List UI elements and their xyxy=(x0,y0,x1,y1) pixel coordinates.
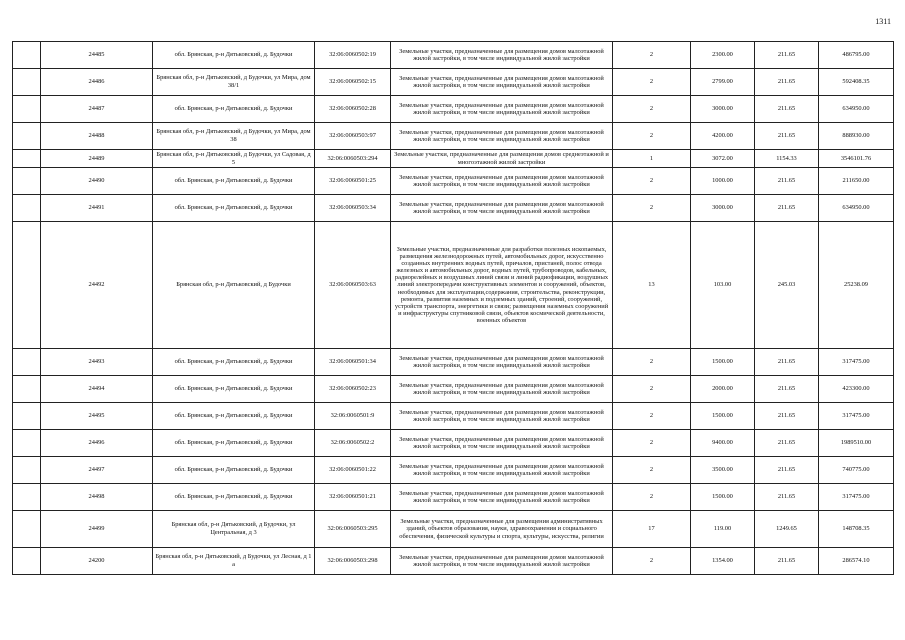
group-number-cell: 1 xyxy=(613,150,691,168)
group-number-cell: 2 xyxy=(613,376,691,403)
row-id-cell: 24492 xyxy=(41,222,153,349)
table-row xyxy=(13,349,894,376)
area-cell: 1000.00 xyxy=(691,168,755,195)
group-number-cell: 2 xyxy=(613,123,691,150)
group-number-cell: 2 xyxy=(613,195,691,222)
blank-cell xyxy=(13,195,41,222)
row-id-cell: 24493 xyxy=(41,349,153,376)
cadastral-number-cell: 32:06:0060503:295 xyxy=(315,511,391,548)
cadastral-value-cell: 3546101.76 xyxy=(819,150,894,168)
table-row xyxy=(13,150,894,168)
table-row xyxy=(13,42,894,69)
row-id-cell: 24489 xyxy=(41,150,153,168)
row-id-cell: 24486 xyxy=(41,69,153,96)
row-id-cell: 24487 xyxy=(41,96,153,123)
cadastral-number-cell: 32:06:0060503:63 xyxy=(315,222,391,349)
group-number-cell: 2 xyxy=(613,349,691,376)
row-id-cell: 24495 xyxy=(41,403,153,430)
cadastral-number-cell: 32:06:0060501:21 xyxy=(315,484,391,511)
address-cell: обл. Брянская, р-н Дятьковский, д. Будочки xyxy=(153,349,315,376)
row-id-cell: 24485 xyxy=(41,42,153,69)
blank-cell xyxy=(13,484,41,511)
cadastral-value-cell: 592408.35 xyxy=(819,69,894,96)
address-cell: Брянская обл, р-н Дятьковский, д Будочки, ул Мира, дом 38/1 xyxy=(153,69,315,96)
blank-cell xyxy=(13,150,41,168)
cadastral-number-cell: 32:06:0060503:97 xyxy=(315,123,391,150)
area-cell: 9400.00 xyxy=(691,430,755,457)
cadastral-number-cell: 32:06:0060503:294 xyxy=(315,150,391,168)
address-cell: обл. Брянская, р-н Дятьковский, д. Будочки xyxy=(153,457,315,484)
row-id-cell: 24491 xyxy=(41,195,153,222)
land-use-cell: Земельные участки, предназначенные для размещения домов среднеэтажной и многоэтажной жилой застройки xyxy=(391,150,613,168)
cadastral-value-cell: 1989510.00 xyxy=(819,430,894,457)
area-cell: 1500.00 xyxy=(691,349,755,376)
specific-value-cell: 211.65 xyxy=(755,195,819,222)
row-id-cell: 24200 xyxy=(41,548,153,575)
cadastral-number-cell: 32:06:0060503:298 xyxy=(315,548,391,575)
cadastral-value-cell: 211650.00 xyxy=(819,168,894,195)
address-cell: обл. Брянская, р-н Дятьковский, д. Будочки xyxy=(153,430,315,457)
area-cell: 1500.00 xyxy=(691,403,755,430)
page-number: 1311 xyxy=(875,17,891,26)
cadastral-number-cell: 32:06:0060501:34 xyxy=(315,349,391,376)
area-cell: 2300.00 xyxy=(691,42,755,69)
specific-value-cell: 211.65 xyxy=(755,96,819,123)
group-number-cell: 17 xyxy=(613,511,691,548)
blank-cell xyxy=(13,511,41,548)
table-row xyxy=(13,195,894,222)
address-cell: обл. Брянская, р-н Дятьковский, д. Будочки xyxy=(153,96,315,123)
row-id-cell: 24494 xyxy=(41,376,153,403)
specific-value-cell: 211.65 xyxy=(755,349,819,376)
specific-value-cell: 211.65 xyxy=(755,430,819,457)
area-cell: 3000.00 xyxy=(691,195,755,222)
address-cell: обл. Брянская, р-н Дятьковский, д. Будочки xyxy=(153,484,315,511)
cadastral-value-cell: 634950.00 xyxy=(819,96,894,123)
cadastral-value-cell: 286574.10 xyxy=(819,548,894,575)
specific-value-cell: 211.65 xyxy=(755,69,819,96)
cadastral-number-cell: 32:06:0060502:23 xyxy=(315,376,391,403)
table-row xyxy=(13,430,894,457)
group-number-cell: 2 xyxy=(613,457,691,484)
table-row xyxy=(13,548,894,575)
address-cell: обл. Брянская, р-н Дятьковский, д. Будочки xyxy=(153,195,315,222)
row-id-cell: 24496 xyxy=(41,430,153,457)
land-use-cell: Земельные участки, предназначенные для размещения домов малоэтажной жилой застройки, в том числе индивидуальной жилой застройки xyxy=(391,195,613,222)
land-use-cell: Земельные участки, предназначенные для размещения домов малоэтажной жилой застройки, в том числе индивидуальной жилой застройки xyxy=(391,42,613,69)
row-id-cell: 24488 xyxy=(41,123,153,150)
cadastral-value-cell: 486795.00 xyxy=(819,42,894,69)
blank-cell xyxy=(13,457,41,484)
specific-value-cell: 211.65 xyxy=(755,403,819,430)
land-use-cell: Земельные участки, предназначенные для разработки полезных ископаемых, размещения железнодорожных путей, автомобильных дорог, искусственно созданных внутренних водных путей, причалов, пристаней, полос отвода железных и автомобильных дорог, водных путей, трубопроводов, кабельных, радиорелейных и воздушных линий связи и линий радиофикации, воздушных линий электропередачи конструктивных элементов и сооружений, объектов, необходимых для эксплуатации,содержания, строительства, реконструкции, ремонта, развития наземных и подземных зданий, строений, сооружений, устройств транспорта, энергетики и связи; размещения наземных сооружений и инфраструктуры спутниковой связи, объектов космической деятельности, военных объектов xyxy=(391,222,613,349)
cadastral-value-cell: 888930.00 xyxy=(819,123,894,150)
cadastral-value-cell: 423300.00 xyxy=(819,376,894,403)
specific-value-cell: 1154.33 xyxy=(755,150,819,168)
address-cell: обл. Брянская, р-н Дятьковский, д. Будочки xyxy=(153,168,315,195)
blank-cell xyxy=(13,376,41,403)
cadastral-number-cell: 32:06:0060502:19 xyxy=(315,42,391,69)
area-cell: 2799.00 xyxy=(691,69,755,96)
group-number-cell: 2 xyxy=(613,69,691,96)
specific-value-cell: 211.65 xyxy=(755,168,819,195)
specific-value-cell: 1249.65 xyxy=(755,511,819,548)
blank-cell xyxy=(13,96,41,123)
cadastral-value-cell: 740775.00 xyxy=(819,457,894,484)
group-number-cell: 2 xyxy=(613,168,691,195)
land-use-cell: Земельные участки, предназначенные для размещения домов малоэтажной жилой застройки, в том числе индивидуальной жилой застройки xyxy=(391,403,613,430)
area-cell: 1354.00 xyxy=(691,548,755,575)
cadastral-value-cell: 317475.00 xyxy=(819,484,894,511)
group-number-cell: 2 xyxy=(613,484,691,511)
address-cell: Брянская обл, р-н Дятьковский, д Будочки, ул Садовая, д 5 xyxy=(153,150,315,168)
address-cell: обл. Брянская, р-н Дятьковский, д. Будочки xyxy=(153,376,315,403)
table-row xyxy=(13,96,894,123)
land-use-cell: Земельные участки, предназначенные для размещения домов малоэтажной жилой застройки, в том числе индивидуальной жилой застройки xyxy=(391,349,613,376)
specific-value-cell: 211.65 xyxy=(755,42,819,69)
specific-value-cell: 211.65 xyxy=(755,548,819,575)
blank-cell xyxy=(13,430,41,457)
row-id-cell: 24498 xyxy=(41,484,153,511)
table-row xyxy=(13,457,894,484)
address-cell: Брянская обл, р-н Дятьковский, д Будочки, ул Мира, дом 38 xyxy=(153,123,315,150)
table-row xyxy=(13,511,894,548)
cadastral-value-cell: 25238.09 xyxy=(819,222,894,349)
group-number-cell: 2 xyxy=(613,548,691,575)
blank-cell xyxy=(13,222,41,349)
land-use-cell: Земельные участки, предназначенные для размещения домов малоэтажной жилой застройки, в том числе индивидуальной жилой застройки xyxy=(391,457,613,484)
table-row xyxy=(13,69,894,96)
blank-cell xyxy=(13,168,41,195)
area-cell: 103.00 xyxy=(691,222,755,349)
cadastral-value-cell: 148708.35 xyxy=(819,511,894,548)
table-row xyxy=(13,168,894,195)
cadastral-value-cell: 634950.00 xyxy=(819,195,894,222)
cadastral-number-cell: 32:06:0060502:28 xyxy=(315,96,391,123)
area-cell: 2000.00 xyxy=(691,376,755,403)
land-use-cell: Земельные участки, предназначенные для размещения домов малоэтажной жилой застройки, в том числе индивидуальной жилой застройки xyxy=(391,96,613,123)
land-use-cell: Земельные участки, предназначенные для размещения домов малоэтажной жилой застройки, в том числе индивидуальной жилой застройки xyxy=(391,376,613,403)
blank-cell xyxy=(13,42,41,69)
row-id-cell: 24490 xyxy=(41,168,153,195)
specific-value-cell: 211.65 xyxy=(755,457,819,484)
cadastral-number-cell: 32:06:0060502:2 xyxy=(315,430,391,457)
table-row xyxy=(13,376,894,403)
address-cell: обл. Брянская, р-н Дятьковский, д. Будочки xyxy=(153,42,315,69)
group-number-cell: 2 xyxy=(613,403,691,430)
cadastral-number-cell: 32:06:0060502:15 xyxy=(315,69,391,96)
cadastral-value-cell: 317475.00 xyxy=(819,349,894,376)
area-cell: 3500.00 xyxy=(691,457,755,484)
land-use-cell: Земельные участки, предназначенные для размещения домов малоэтажной жилой застройки, в том числе индивидуальной жилой застройки xyxy=(391,484,613,511)
area-cell: 3000.00 xyxy=(691,96,755,123)
blank-cell xyxy=(13,548,41,575)
address-cell: Брянская обл, р-н Дятьковский, д Будочки, ул Лесная, д 1 а xyxy=(153,548,315,575)
address-cell: Брянская обл, р-н Дятьковский, д Будочки xyxy=(153,222,315,349)
blank-cell xyxy=(13,403,41,430)
row-id-cell: 24497 xyxy=(41,457,153,484)
area-cell: 1500.00 xyxy=(691,484,755,511)
cadastral-number-cell: 32:06:0060501:25 xyxy=(315,168,391,195)
cadastral-value-table xyxy=(12,41,894,575)
address-cell: Брянская обл, р-н Дятьковский, д Будочки, ул Центральная, д 3 xyxy=(153,511,315,548)
specific-value-cell: 211.65 xyxy=(755,123,819,150)
table-row xyxy=(13,484,894,511)
table-row xyxy=(13,123,894,150)
group-number-cell: 2 xyxy=(613,430,691,457)
land-use-cell: Земельные участки, предназначенные для размещения домов малоэтажной жилой застройки, в том числе индивидуальной жилой застройки xyxy=(391,548,613,575)
specific-value-cell: 211.65 xyxy=(755,376,819,403)
row-id-cell: 24499 xyxy=(41,511,153,548)
land-use-cell: Земельные участки, предназначенные для размещения административных зданий, объектов образования, науки, здравоохранения и социального обеспечения, физической культуры и спорта, культуры, искусства, религии xyxy=(391,511,613,548)
group-number-cell: 2 xyxy=(613,42,691,69)
land-use-cell: Земельные участки, предназначенные для размещения домов малоэтажной жилой застройки, в том числе индивидуальной жилой застройки xyxy=(391,123,613,150)
area-cell: 3072.00 xyxy=(691,150,755,168)
group-number-cell: 2 xyxy=(613,96,691,123)
blank-cell xyxy=(13,349,41,376)
blank-cell xyxy=(13,123,41,150)
specific-value-cell: 245.03 xyxy=(755,222,819,349)
table-row xyxy=(13,222,894,349)
cadastral-number-cell: 32:06:0060501:9 xyxy=(315,403,391,430)
table-row xyxy=(13,403,894,430)
land-use-cell: Земельные участки, предназначенные для размещения домов малоэтажной жилой застройки, в том числе индивидуальной жилой застройки xyxy=(391,168,613,195)
land-use-cell: Земельные участки, предназначенные для размещения домов малоэтажной жилой застройки, в том числе индивидуальной жилой застройки xyxy=(391,430,613,457)
cadastral-number-cell: 32:06:0060503:34 xyxy=(315,195,391,222)
blank-cell xyxy=(13,69,41,96)
cadastral-number-cell: 32:06:0060501:22 xyxy=(315,457,391,484)
address-cell: обл. Брянская, р-н Дятьковский, д. Будочки xyxy=(153,403,315,430)
area-cell: 4200.00 xyxy=(691,123,755,150)
specific-value-cell: 211.65 xyxy=(755,484,819,511)
land-use-cell: Земельные участки, предназначенные для размещения домов малоэтажной жилой застройки, в том числе индивидуальной жилой застройки xyxy=(391,69,613,96)
group-number-cell: 13 xyxy=(613,222,691,349)
area-cell: 119.00 xyxy=(691,511,755,548)
cadastral-value-cell: 317475.00 xyxy=(819,403,894,430)
